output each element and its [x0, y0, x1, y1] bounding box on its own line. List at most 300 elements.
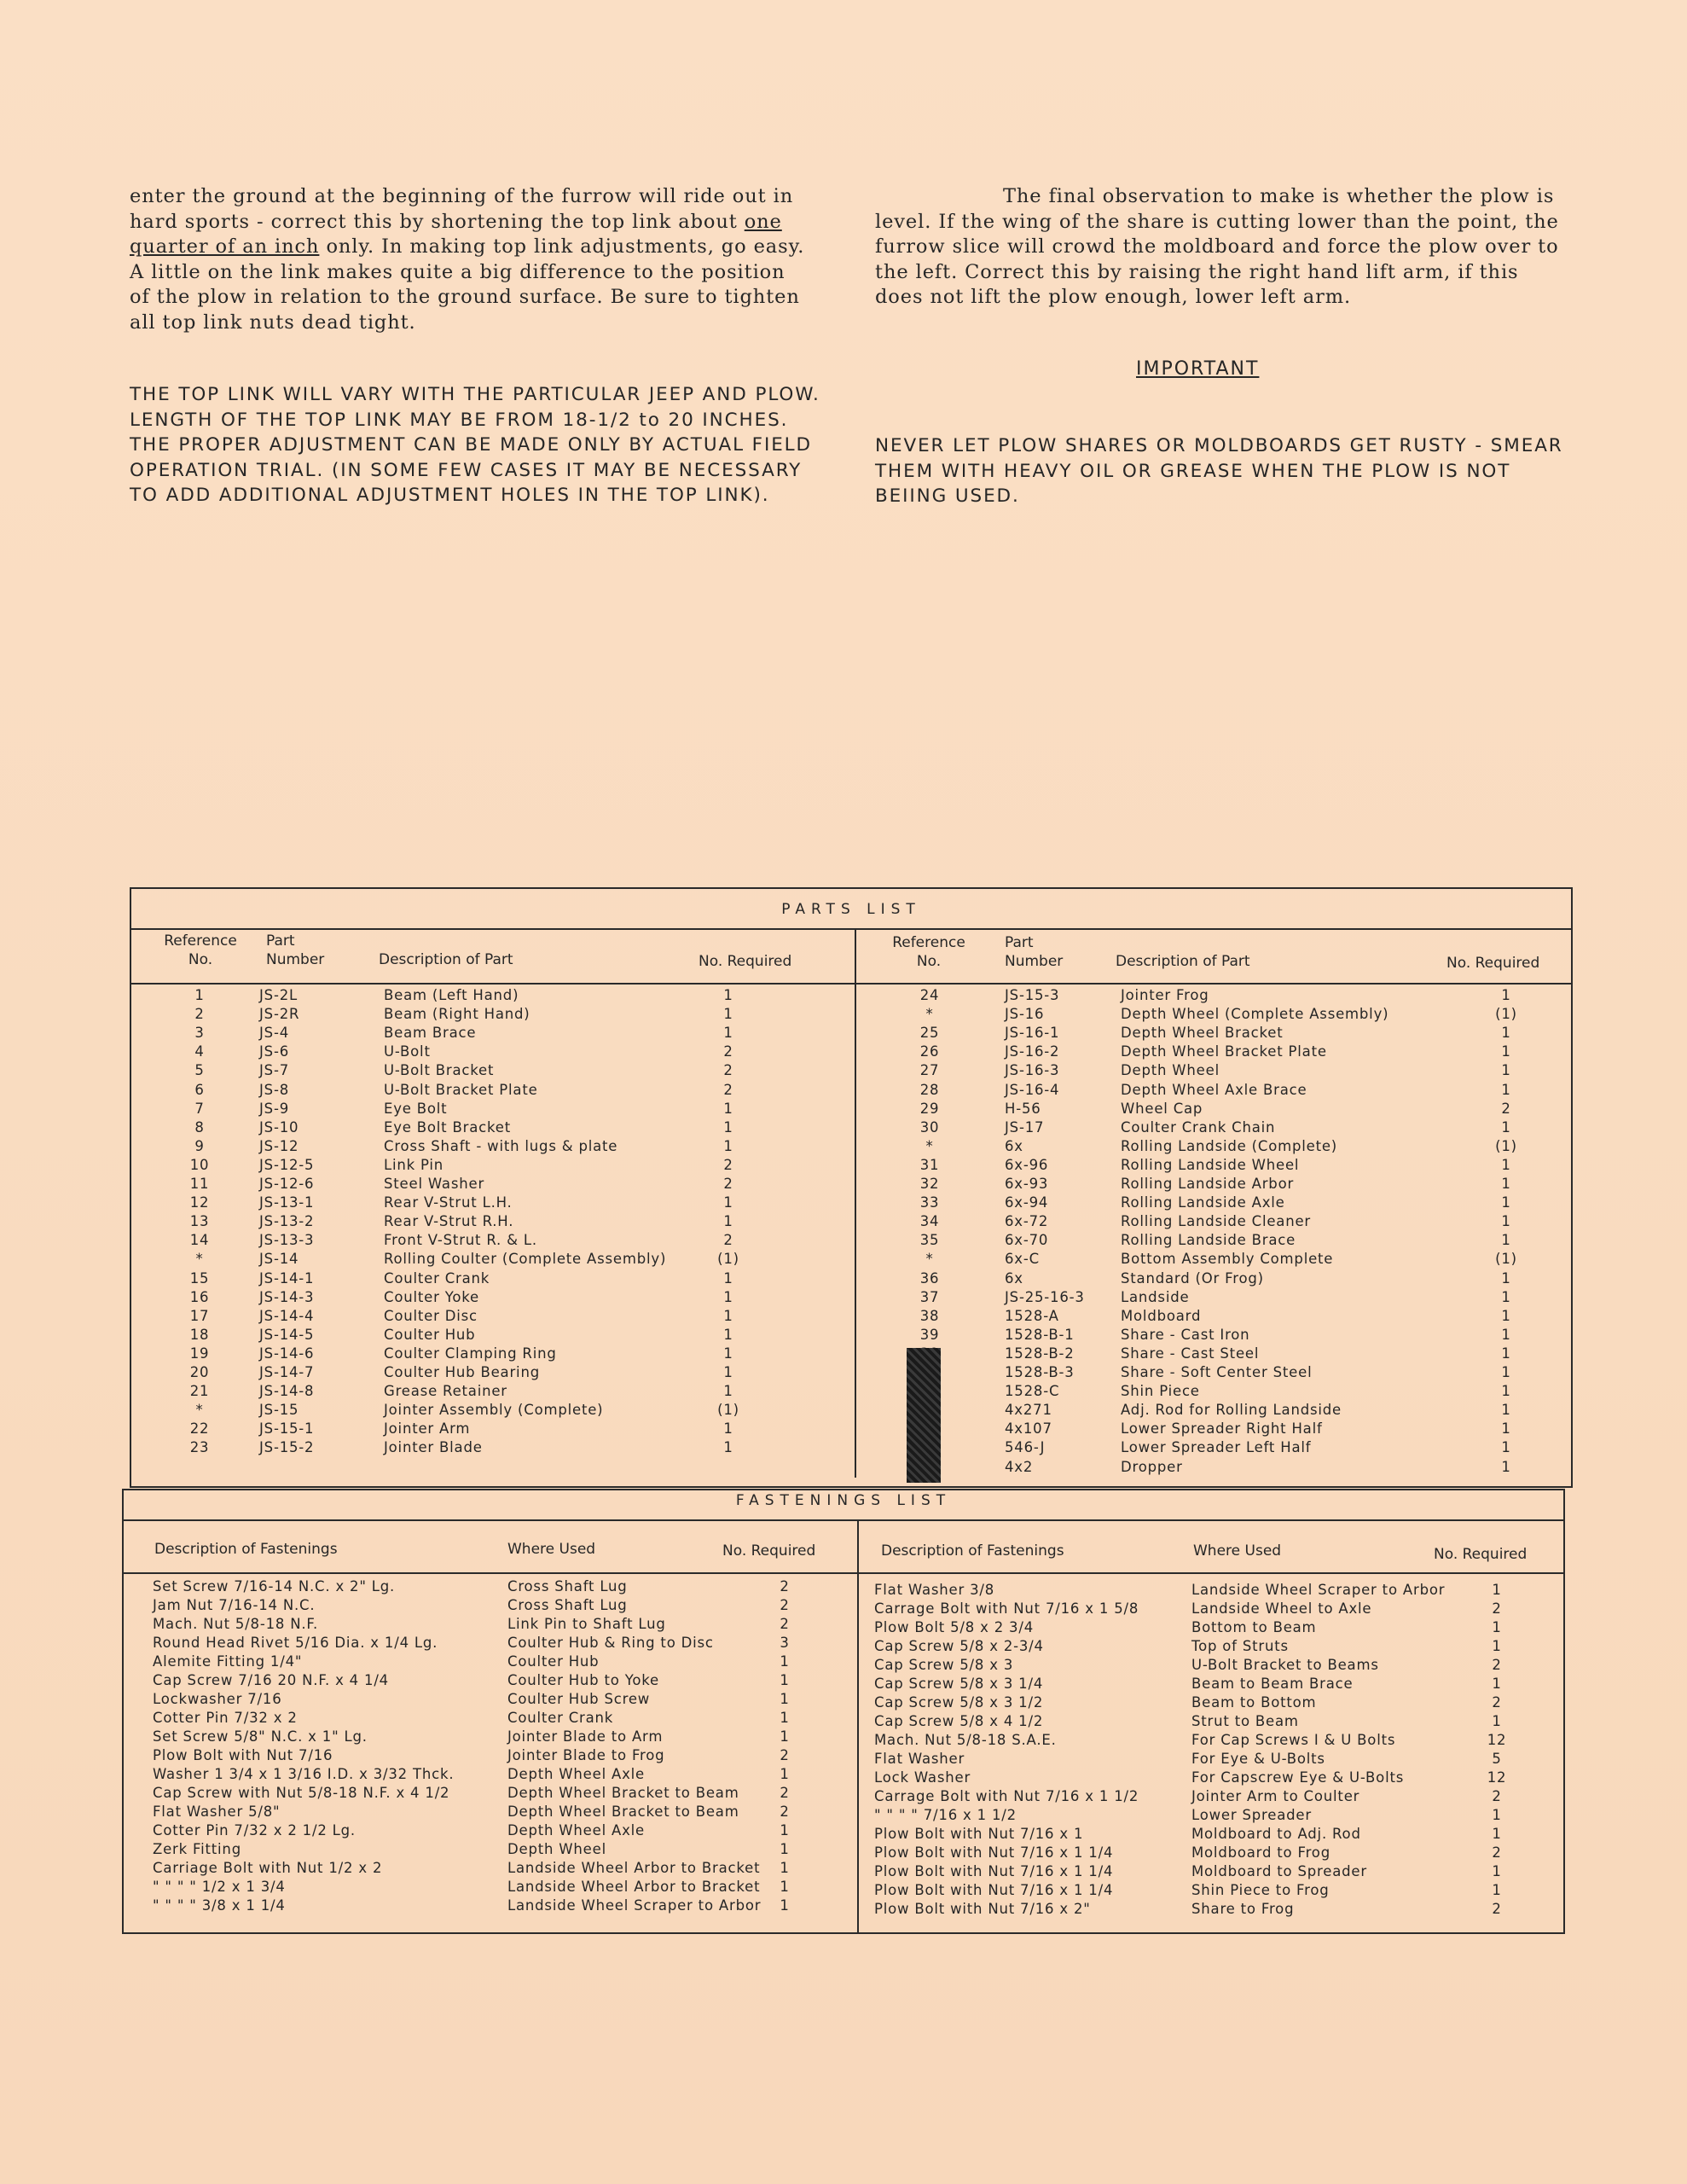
- part-number: JS-7: [259, 1062, 289, 1079]
- header-ref-right: Reference No.: [892, 934, 965, 970]
- qty-required: 1: [723, 1194, 733, 1211]
- table-row: [124, 1862, 1563, 1881]
- table-row: [131, 1326, 1571, 1345]
- where-used: Depth Wheel Bracket to Beam: [507, 1804, 739, 1820]
- fastening-description: Cap Screw 7/16 20 N.F. x 4 1/4: [153, 1672, 389, 1688]
- part-description: Coulter Disc: [384, 1307, 478, 1324]
- where-used: Depth Wheel Bracket to Beam: [507, 1785, 739, 1801]
- qty-required: 1: [1492, 1863, 1502, 1879]
- part-number: JS-14: [259, 1251, 299, 1268]
- table-row: [124, 1693, 1563, 1712]
- fastening-description: Jam Nut 7/16-14 N.C.: [153, 1597, 316, 1613]
- part-description: Eye Bolt Bracket: [384, 1118, 511, 1136]
- part-number: JS-10: [259, 1118, 299, 1136]
- header-fast-desc-right: Description of Fastenings: [881, 1542, 1064, 1560]
- fastening-description: Plow Bolt with Nut 7/16 x 1 1/4: [874, 1882, 1114, 1898]
- ref-no: 30: [919, 1118, 940, 1136]
- table-row: [131, 1212, 1571, 1231]
- part-description: Cross Shaft - with lugs & plate: [384, 1137, 618, 1154]
- where-used: Landside Wheel Arbor to Bracket: [507, 1879, 761, 1895]
- part-description: Coulter Hub: [384, 1326, 476, 1343]
- part-description: Lower Spreader Right Half: [1121, 1420, 1323, 1438]
- qty-required: 1: [1501, 1269, 1511, 1287]
- divider: [131, 1486, 1571, 1488]
- qty-required: 1: [723, 1100, 733, 1117]
- redaction-mark: [907, 1348, 941, 1483]
- where-used: Lower Spreader: [1191, 1807, 1312, 1823]
- qty-required: 2: [780, 1747, 790, 1763]
- ref-no: 10: [189, 1156, 210, 1173]
- ref-no: *: [195, 1251, 204, 1268]
- qty-required: 1: [780, 1728, 790, 1745]
- fastening-description: Lockwasher 7/16: [153, 1691, 282, 1707]
- part-number: JS-16-4: [1005, 1081, 1060, 1098]
- qty-required: 5: [1492, 1751, 1502, 1767]
- part-number: JS-15: [259, 1402, 299, 1419]
- table-row: [131, 1345, 1571, 1363]
- left-paragraph-2: THE TOP LINK WILL VARY WITH THE PARTICULAR JEEP AND PLOW. LENGTH OF THE TOP LINK MAY BE FROM 18-1/2 to 20 INCHES. THE PROPER ADJUSTMENT CAN BE MADE ONLY BY ACTUAL FIELD OPERATION TRIAL. (IN SOME FEW CASES IT MAY BE NECESSARY TO ADD ADDITIONAL ADJUSTMENT HOLES IN THE TOP LINK).: [130, 384, 820, 506]
- part-number: JS-15-1: [259, 1420, 315, 1438]
- fastening-description: Plow Bolt with Nut 7/16 x 2": [874, 1901, 1091, 1917]
- fastening-description: Cotter Pin 7/32 x 2 1/2 Lg.: [153, 1822, 356, 1838]
- part-description: Dropper: [1121, 1458, 1183, 1475]
- table-row: [124, 1750, 1563, 1769]
- part-description: U-Bolt: [384, 1043, 431, 1060]
- part-number: JS-6: [259, 1043, 289, 1060]
- where-used: Moldboard to Frog: [1191, 1844, 1330, 1861]
- where-used: Beam to Beam Brace: [1191, 1676, 1354, 1692]
- qty-required: 1: [1501, 1458, 1511, 1475]
- qty-required: 1: [723, 1269, 733, 1287]
- part-description: Link Pin: [384, 1156, 444, 1173]
- ref-no: 12: [189, 1194, 210, 1211]
- table-row: [124, 1731, 1563, 1750]
- qty-required: 1: [723, 1326, 733, 1343]
- part-number: JS-2L: [259, 987, 298, 1003]
- qty-required: 2: [723, 1176, 733, 1192]
- fastening-description: Round Head Rivet 5/16 Dia. x 1/4 Lg.: [153, 1635, 438, 1651]
- part-description: Adj. Rod for Rolling Landside: [1121, 1402, 1342, 1419]
- part-description: Coulter Crank Chain: [1121, 1118, 1276, 1136]
- qty-required: 2: [723, 1232, 733, 1249]
- part-description: Rear V-Strut L.H.: [384, 1194, 513, 1211]
- ref-no: *: [925, 1251, 934, 1268]
- part-number: 4x271: [1005, 1402, 1052, 1419]
- part-description: Jointer Arm: [384, 1420, 471, 1438]
- header-desc-right: Description of Part: [1116, 953, 1250, 970]
- part-description: Rear V-Strut R.H.: [384, 1213, 514, 1230]
- ref-no: 26: [919, 1043, 940, 1060]
- ref-no: 7: [194, 1100, 205, 1117]
- where-used: Strut to Beam: [1191, 1713, 1299, 1729]
- ref-no: *: [925, 1006, 934, 1023]
- part-number: 6x-94: [1005, 1194, 1049, 1211]
- where-used: Landside Wheel Scraper to Arbor: [1191, 1582, 1446, 1598]
- qty-required: 1: [1501, 1326, 1511, 1343]
- part-description: Front V-Strut R. & L.: [384, 1232, 537, 1249]
- part-description: Beam (Left Hand): [384, 987, 519, 1003]
- important-heading: IMPORTANT: [1136, 358, 1260, 380]
- qty-required: 1: [1501, 1043, 1511, 1060]
- ref-no: 1: [194, 987, 205, 1003]
- qty-required: (1): [717, 1251, 739, 1268]
- important-text: NEVER LET PLOW SHARES OR MOLDBOARDS GET RUSTY - SMEAR THEM WITH HEAVY OIL OR GREASE WHEN THE PLOW IS NOT BEIING USED.: [875, 435, 1563, 507]
- table-row: [131, 986, 1571, 1005]
- qty-required: (1): [1495, 1137, 1517, 1154]
- qty-required: 2: [780, 1804, 790, 1820]
- where-used: Top of Struts: [1191, 1638, 1289, 1654]
- fastening-description: Washer 1 3/4 x 1 3/16 I.D. x 3/32 Thck.: [153, 1766, 455, 1782]
- qty-required: 1: [1501, 1194, 1511, 1211]
- parts-list-title: PARTS LIST: [781, 901, 921, 918]
- part-number: JS-16-1: [1005, 1025, 1060, 1042]
- qty-required: 1: [1501, 987, 1511, 1003]
- table-row: [131, 1081, 1571, 1100]
- part-number: 6x-70: [1005, 1232, 1049, 1249]
- part-number: JS-25-16-3: [1005, 1288, 1085, 1305]
- fastening-description: Zerk Fitting: [153, 1841, 241, 1857]
- qty-required: 1: [1492, 1807, 1502, 1823]
- fastening-description: Carriage Bolt with Nut 1/2 x 2: [153, 1860, 383, 1876]
- where-used: Depth Wheel: [507, 1841, 606, 1857]
- qty-required: 1: [723, 1025, 733, 1042]
- part-number: 1528-A: [1005, 1307, 1059, 1324]
- fastening-description: " " " " 3/8 x 1 1/4: [153, 1897, 286, 1914]
- ref-no: 34: [919, 1213, 940, 1230]
- qty-required: 1: [1492, 1882, 1502, 1898]
- ref-no: 31: [919, 1156, 940, 1173]
- table-row: [131, 1100, 1571, 1118]
- header-fast-req-left: No. Required: [722, 1542, 816, 1560]
- qty-required: 1: [1501, 1364, 1511, 1380]
- part-number: JS-4: [259, 1025, 289, 1042]
- qty-required: 1: [1492, 1713, 1502, 1729]
- part-description: Depth Wheel Bracket: [1121, 1025, 1284, 1042]
- where-used: Depth Wheel Axle: [507, 1822, 645, 1838]
- table-row: [124, 1806, 1563, 1825]
- part-description: Rolling Landside Cleaner: [1121, 1213, 1311, 1230]
- ref-no: 37: [919, 1288, 940, 1305]
- part-description: Standard (Or Frog): [1121, 1269, 1264, 1287]
- part-description: Rolling Landside (Complete): [1121, 1137, 1338, 1154]
- qty-required: 1: [1492, 1676, 1502, 1692]
- header-part-right: Part Number: [1005, 934, 1064, 970]
- left-paragraph-1: enter the ground at the beginning of the furrow will ride out in hard sports - correct this by shortening the top link about one quarter of an inch only. In making top link adjustments, go easy. A little on the link makes quite a big difference to the position of the plow in relation to the ground surface. Be sure to tighten all top link nuts dead tight.: [130, 185, 805, 334]
- divider: [131, 983, 1571, 985]
- part-number: 1528-C: [1005, 1383, 1060, 1400]
- part-number: JS-13-3: [259, 1232, 315, 1249]
- qty-required: 1: [723, 1307, 733, 1324]
- ref-no: 27: [919, 1062, 940, 1079]
- where-used: Beam to Bottom: [1191, 1694, 1317, 1711]
- parts-list-table: [130, 887, 1573, 1488]
- part-number: JS-12-5: [259, 1156, 315, 1173]
- part-description: Coulter Hub Bearing: [384, 1364, 540, 1380]
- part-description: Jointer Assembly (Complete): [384, 1402, 604, 1419]
- table-row: [124, 1825, 1563, 1844]
- qty-required: 1: [780, 1822, 790, 1838]
- part-description: Beam Brace: [384, 1025, 477, 1042]
- table-row: [124, 1675, 1563, 1693]
- where-used: Landside Wheel Arbor to Bracket: [507, 1860, 761, 1876]
- part-description: Wheel Cap: [1121, 1100, 1203, 1117]
- qty-required: 1: [780, 1841, 790, 1857]
- fastening-description: Flat Washer 3/8: [874, 1582, 995, 1598]
- ref-no: 36: [919, 1269, 940, 1287]
- where-used: Cross Shaft Lug: [507, 1578, 628, 1594]
- where-used: U-Bolt Bracket to Beams: [1191, 1657, 1379, 1673]
- table-row: [131, 1288, 1571, 1307]
- ref-no: 35: [919, 1232, 940, 1249]
- ref-no: 32: [919, 1176, 940, 1192]
- ref-no: 33: [919, 1194, 940, 1211]
- header-part-left: Part Number: [266, 932, 325, 968]
- ref-no: 8: [194, 1118, 205, 1136]
- qty-required: 1: [780, 1653, 790, 1670]
- qty-required: 2: [1492, 1694, 1502, 1711]
- table-row: [131, 1307, 1571, 1326]
- table-row: [131, 1175, 1571, 1194]
- part-description: Depth Wheel Axle Brace: [1121, 1081, 1307, 1098]
- right-paragraph-1: The final observation to make is whether the plow is level. If the wing of the share is cutting lower than the point, the furrow slice will crowd the moldboard and force the plow over to the left. Correct this by raising the right hand lift arm, if this does not lift the plow enough, lower left arm.: [875, 185, 1559, 308]
- ref-no: 18: [189, 1326, 210, 1343]
- qty-required: 1: [1501, 1288, 1511, 1305]
- part-description: Steel Washer: [384, 1176, 485, 1192]
- ref-no: 20: [189, 1364, 210, 1380]
- where-used: Jointer Blade to Arm: [507, 1728, 664, 1745]
- fastening-description: " " " " 7/16 x 1 1/2: [874, 1807, 1017, 1823]
- part-description: Eye Bolt: [384, 1100, 448, 1117]
- where-used: Depth Wheel Axle: [507, 1766, 645, 1782]
- fastenings-list-title: FASTENINGS LIST: [735, 1492, 952, 1509]
- header-where-left: Where Used: [507, 1541, 596, 1558]
- table-row: [131, 1137, 1571, 1156]
- ref-no: 28: [919, 1081, 940, 1098]
- part-number: 4x107: [1005, 1420, 1052, 1438]
- table-row: [124, 1900, 1563, 1919]
- where-used: Coulter Hub Screw: [507, 1691, 651, 1707]
- table-row: [131, 1250, 1571, 1269]
- ref-no: 29: [919, 1100, 940, 1117]
- table-row: [131, 1118, 1571, 1137]
- fastening-description: Carrage Bolt with Nut 7/16 x 1 1/2: [874, 1788, 1139, 1804]
- fastening-description: " " " " 1/2 x 1 3/4: [153, 1879, 286, 1895]
- fastening-description: Set Screw 7/16-14 N.C. x 2" Lg.: [153, 1578, 396, 1594]
- part-description: Beam (Right Hand): [384, 1006, 530, 1023]
- qty-required: 1: [1501, 1062, 1511, 1079]
- where-used: Shin Piece to Frog: [1191, 1882, 1330, 1898]
- ref-no: 19: [189, 1345, 210, 1362]
- table-row: [131, 1194, 1571, 1212]
- where-used: Landside Wheel Scraper to Arbor: [507, 1897, 762, 1914]
- fastening-description: Plow Bolt 5/8 x 2 3/4: [874, 1619, 1034, 1635]
- ref-no: 24: [919, 987, 940, 1003]
- ref-no: 11: [189, 1176, 210, 1192]
- qty-required: 2: [780, 1597, 790, 1613]
- header-fast-desc-left: Description of Fastenings: [154, 1541, 338, 1558]
- ref-no: 38: [919, 1307, 940, 1324]
- qty-required: 1: [1492, 1619, 1502, 1635]
- part-number: JS-14-1: [259, 1269, 315, 1287]
- table-row: [124, 1769, 1563, 1787]
- part-description: Share - Cast Steel: [1121, 1345, 1260, 1362]
- ref-no: 16: [189, 1288, 210, 1305]
- where-used: Bottom to Beam: [1191, 1619, 1317, 1635]
- fastening-description: Cap Screw 5/8 x 3 1/2: [874, 1694, 1044, 1711]
- qty-required: (1): [1495, 1251, 1517, 1268]
- ref-no: *: [925, 1137, 934, 1154]
- qty-required: 2: [723, 1043, 733, 1060]
- ref-no: 15: [189, 1269, 210, 1287]
- part-description: U-Bolt Bracket Plate: [384, 1081, 538, 1098]
- where-used: Coulter Hub to Yoke: [507, 1672, 660, 1688]
- qty-required: (1): [717, 1402, 739, 1419]
- table-row: [131, 1024, 1571, 1043]
- where-used: Landside Wheel to Axle: [1191, 1600, 1372, 1617]
- fastening-description: Alemite Fitting 1/4": [153, 1653, 303, 1670]
- part-description: Jointer Blade: [384, 1439, 483, 1456]
- table-row: [131, 1061, 1571, 1080]
- part-description: Coulter Crank: [384, 1269, 490, 1287]
- part-description: Rolling Landside Brace: [1121, 1232, 1296, 1249]
- table-row: [131, 1438, 1571, 1457]
- qty-required: 1: [1492, 1582, 1502, 1598]
- qty-required: 2: [723, 1156, 733, 1173]
- qty-required: 1: [780, 1672, 790, 1688]
- ref-no: 39: [919, 1326, 940, 1343]
- qty-required: 1: [723, 1288, 733, 1305]
- table-row: [131, 1458, 1571, 1477]
- qty-required: 1: [723, 1118, 733, 1136]
- qty-required: 2: [723, 1081, 733, 1098]
- part-number: 546-J: [1005, 1439, 1046, 1456]
- where-used: For Cap Screws I & U Bolts: [1191, 1732, 1396, 1748]
- ref-no: 4: [194, 1043, 205, 1060]
- part-description: Depth Wheel: [1121, 1062, 1220, 1079]
- qty-required: 1: [1501, 1118, 1511, 1136]
- table-row: [124, 1637, 1563, 1656]
- table-row: [131, 1363, 1571, 1382]
- ref-no: 17: [189, 1307, 210, 1324]
- qty-required: 1: [723, 987, 733, 1003]
- part-number: JS-15-3: [1005, 987, 1060, 1003]
- part-number: 6x-72: [1005, 1213, 1049, 1230]
- part-number: 6x: [1005, 1269, 1023, 1287]
- table-row: [124, 1712, 1563, 1731]
- qty-required: 2: [1492, 1788, 1502, 1804]
- fastening-description: Mach. Nut 5/8-18 S.A.E.: [874, 1732, 1057, 1748]
- table-row: [124, 1787, 1563, 1806]
- qty-required: 1: [1501, 1081, 1511, 1098]
- fastening-description: Plow Bolt with Nut 7/16: [153, 1747, 333, 1763]
- part-number: JS-12: [259, 1137, 299, 1154]
- qty-required: 2: [1492, 1844, 1502, 1861]
- part-number: JS-15-2: [259, 1439, 315, 1456]
- qty-required: 1: [1501, 1307, 1511, 1324]
- qty-required: 1: [780, 1766, 790, 1782]
- table-row: [124, 1581, 1563, 1600]
- qty-required: 1: [1501, 1439, 1511, 1456]
- part-number: 1528-B-3: [1005, 1364, 1075, 1380]
- where-used: Jointer Blade to Frog: [507, 1747, 665, 1763]
- part-description: U-Bolt Bracket: [384, 1062, 495, 1079]
- part-number: 6x-C: [1005, 1251, 1040, 1268]
- part-number: JS-16-2: [1005, 1043, 1060, 1060]
- where-used: For Eye & U-Bolts: [1191, 1751, 1325, 1767]
- qty-required: 1: [723, 1383, 733, 1400]
- ref-no: 14: [189, 1232, 210, 1249]
- part-description: Rolling Coulter (Complete Assembly): [384, 1251, 667, 1268]
- part-description: Coulter Clamping Ring: [384, 1345, 557, 1362]
- ref-no: 5: [194, 1062, 205, 1079]
- table-row: [124, 1656, 1563, 1675]
- qty-required: 1: [1501, 1383, 1511, 1400]
- part-number: 6x-96: [1005, 1156, 1049, 1173]
- part-number: H-56: [1005, 1100, 1041, 1117]
- fastening-description: Cap Screw 5/8 x 3: [874, 1657, 1014, 1673]
- fastening-description: Carrage Bolt with Nut 7/16 x 1 5/8: [874, 1600, 1139, 1617]
- part-description: Shin Piece: [1121, 1383, 1200, 1400]
- part-description: Jointer Frog: [1121, 987, 1209, 1003]
- qty-required: (1): [1495, 1006, 1517, 1023]
- fastening-description: Plow Bolt with Nut 7/16 x 1 1/4: [874, 1863, 1114, 1879]
- fastening-description: Cotter Pin 7/32 x 2: [153, 1710, 298, 1726]
- table-row: [131, 1043, 1571, 1061]
- where-used: Moldboard to Adj. Rod: [1191, 1826, 1361, 1842]
- part-description: Lower Spreader Left Half: [1121, 1439, 1312, 1456]
- part-description: Bottom Assembly Complete: [1121, 1251, 1334, 1268]
- qty-required: 1: [723, 1345, 733, 1362]
- part-number: JS-16: [1005, 1006, 1045, 1023]
- header-req-right: No. Required: [1446, 955, 1540, 972]
- part-number: JS-14-3: [259, 1288, 315, 1305]
- header-desc-left: Description of Part: [379, 951, 513, 968]
- part-description: Depth Wheel Bracket Plate: [1121, 1043, 1327, 1060]
- qty-required: 12: [1487, 1732, 1507, 1748]
- qty-required: 1: [723, 1213, 733, 1230]
- qty-required: 1: [1501, 1420, 1511, 1438]
- where-used: Share to Frog: [1191, 1901, 1295, 1917]
- part-number: JS-14-8: [259, 1383, 315, 1400]
- part-description: Rolling Landside Wheel: [1121, 1156, 1300, 1173]
- qty-required: 2: [780, 1785, 790, 1801]
- ref-no: 22: [189, 1420, 210, 1438]
- qty-required: 3: [780, 1635, 790, 1651]
- ref-no: 2: [194, 1006, 205, 1023]
- where-used: Link Pin to Shaft Lug: [507, 1616, 666, 1632]
- qty-required: 1: [723, 1364, 733, 1380]
- part-description: Share - Soft Center Steel: [1121, 1364, 1313, 1380]
- qty-required: 1: [1501, 1402, 1511, 1419]
- fastening-description: Cap Screw 5/8 x 3 1/4: [874, 1676, 1044, 1692]
- part-number: JS-2R: [259, 1006, 300, 1023]
- part-number: JS-14-5: [259, 1326, 315, 1343]
- where-used: For Capscrew Eye & U-Bolts: [1191, 1769, 1405, 1786]
- table-row: [124, 1844, 1563, 1862]
- where-used: Cross Shaft Lug: [507, 1597, 628, 1613]
- part-number: JS-13-1: [259, 1194, 315, 1211]
- part-number: 1528-B-1: [1005, 1326, 1075, 1343]
- fastening-description: Flat Washer: [874, 1751, 965, 1767]
- qty-required: 1: [1501, 1176, 1511, 1192]
- fastening-description: Cap Screw 5/8 x 4 1/2: [874, 1713, 1044, 1729]
- part-number: 1528-B-2: [1005, 1345, 1075, 1362]
- ref-no: 6: [194, 1081, 205, 1098]
- table-row: [124, 1618, 1563, 1637]
- part-number: JS-14-7: [259, 1364, 315, 1380]
- fastening-description: Set Screw 5/8" N.C. x 1" Lg.: [153, 1728, 368, 1745]
- ref-no: 9: [194, 1137, 205, 1154]
